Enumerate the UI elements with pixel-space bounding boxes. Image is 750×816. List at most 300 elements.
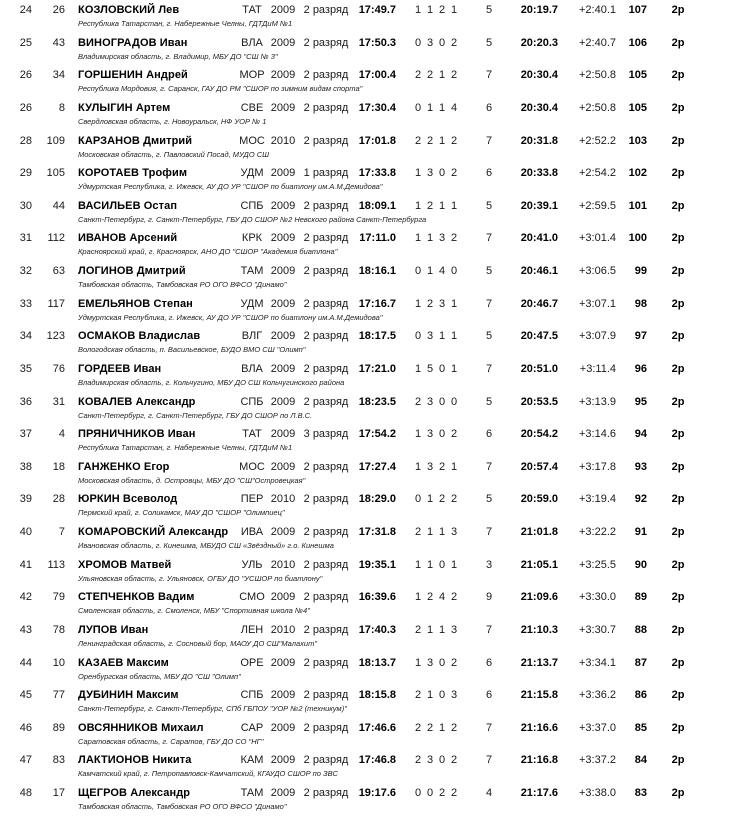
athlete-name: ИВАНОВ Арсений (78, 232, 178, 245)
shooting-bout-3: 0 (438, 558, 446, 571)
shooting-results (400, 297, 474, 311)
final-time: 21:15.8 (520, 689, 558, 702)
final-time: 21:17.6 (520, 787, 558, 799)
sport-category: 2 разряд (303, 232, 349, 245)
place-number: 39 (19, 493, 32, 506)
shooting-bout-3: 2 (438, 493, 446, 506)
birth-year: 2009 (270, 101, 296, 114)
result-row (0, 783, 750, 816)
shooting-results (400, 460, 474, 474)
shooting-bout-3: 4 (438, 265, 446, 277)
time-behind: +2:50.8 (578, 69, 616, 82)
sport-category: 2 разряд (303, 689, 349, 702)
shooting-results (400, 623, 474, 637)
penalty-total: 4 (485, 787, 493, 799)
shooting-results (400, 525, 474, 539)
shooting-bout-1: 2 (414, 721, 422, 734)
shooting-results (400, 786, 474, 800)
place-number: 38 (19, 460, 32, 473)
fulfilled-rank: 2р (671, 754, 685, 767)
team-info: Ульяновская область, г. Ульяновск, ОГБУ ДО "УСШОР по биатлону" (78, 573, 323, 583)
birth-year: 2009 (270, 721, 296, 734)
region-code: УЛЬ (241, 558, 263, 571)
final-time: 20:53.5 (520, 395, 558, 408)
bib-number: 34 (52, 69, 65, 82)
shooting-bout-4: 2 (450, 167, 458, 180)
shooting-bout-1: 1 (414, 558, 422, 571)
team-info: Вологодская область, п. Васильевское, БУДО ВМО СШ "Олимп" (78, 345, 306, 355)
sport-category: 2 разряд (303, 460, 349, 473)
birth-year: 2009 (270, 656, 296, 669)
time-behind: +3:22.2 (578, 526, 616, 538)
fulfilled-rank: 2р (671, 787, 685, 799)
shooting-bout-1: 1 (414, 428, 422, 441)
ski-time: 17:31.8 (358, 526, 396, 538)
birth-year: 2009 (270, 232, 296, 245)
shooting-bout-4: 2 (450, 232, 458, 245)
bib-number: 10 (52, 656, 65, 669)
team-info: Удмуртская Республика, г. Ижевск, АУ ДО УР "СШОР по биатлону им.А.М.Демидова" (78, 182, 383, 192)
ski-time: 17:50.3 (358, 36, 396, 49)
team-info: Свердловская область, г. Новоуральск, НФ УОР № 1 (78, 116, 267, 126)
points: 97 (634, 330, 647, 343)
result-main-line (0, 427, 750, 441)
ski-time: 18:13.7 (358, 656, 396, 669)
birth-year: 2009 (270, 330, 296, 343)
points: 86 (634, 689, 647, 702)
shooting-bout-3: 1 (438, 721, 446, 734)
shooting-bout-2: 1 (426, 101, 434, 114)
final-time: 20:51.0 (520, 362, 558, 375)
shooting-bout-2: 2 (426, 591, 434, 604)
result-main-line (0, 590, 750, 604)
sport-category: 2 разряд (303, 101, 349, 114)
place-number: 30 (19, 199, 32, 212)
bib-number: 117 (47, 297, 65, 310)
fulfilled-rank: 2р (671, 134, 685, 147)
penalty-total: 7 (485, 460, 493, 473)
points: 93 (634, 460, 647, 473)
final-time: 20:54.2 (520, 428, 558, 441)
penalty-total: 6 (485, 689, 493, 702)
ski-time: 18:09.1 (358, 199, 396, 212)
place-number: 41 (19, 558, 32, 571)
result-main-line (0, 656, 750, 670)
result-row (0, 718, 750, 751)
shooting-bout-1: 2 (414, 134, 422, 147)
place-number: 40 (19, 526, 32, 538)
sport-category: 2 разряд (303, 69, 349, 82)
shooting-bout-4: 2 (450, 591, 458, 604)
time-behind: +3:37.2 (578, 754, 616, 767)
penalty-total: 7 (485, 69, 493, 82)
result-row (0, 587, 750, 620)
shooting-bout-1: 2 (414, 69, 422, 82)
ski-time: 19:35.1 (358, 558, 396, 571)
region-code: СВЕ (240, 101, 264, 114)
result-main-line (0, 460, 750, 474)
time-behind: +3:17.8 (578, 460, 616, 473)
points: 94 (634, 428, 647, 441)
team-info: Тамбовская область, Тамбовская РО ОГО ВФСО "Динамо" (78, 802, 287, 811)
region-code: ИВА (240, 526, 264, 538)
shooting-bout-1: 1 (414, 591, 422, 604)
sport-category: 2 разряд (303, 199, 349, 212)
place-number: 28 (19, 134, 32, 147)
shooting-bout-1: 0 (414, 787, 422, 799)
penalty-total: 7 (485, 362, 493, 375)
result-row (0, 228, 750, 261)
shooting-bout-2: 2 (426, 134, 434, 147)
ski-time: 18:17.5 (358, 330, 396, 343)
result-main-line (0, 68, 750, 82)
result-row (0, 33, 750, 66)
shooting-bout-2: 3 (426, 395, 434, 408)
fulfilled-rank: 2р (671, 36, 685, 49)
result-row (0, 522, 750, 555)
points: 96 (634, 362, 647, 375)
athlete-name: ПРЯНИЧНИКОВ Иван (78, 428, 196, 441)
shooting-bout-4: 1 (450, 330, 458, 343)
fulfilled-rank: 2р (671, 101, 685, 114)
result-main-line (0, 36, 750, 50)
shooting-bout-2: 1 (426, 558, 434, 571)
birth-year: 2010 (270, 134, 296, 147)
points: 83 (634, 787, 647, 799)
penalty-total: 5 (485, 265, 493, 277)
athlete-name: КОВАЛЕВ Александр (78, 395, 196, 408)
team-info: Санкт-Петербург, г. Санкт-Петербург, СПб ГБПОУ "УОР №2 (техникум)" (78, 704, 347, 714)
final-time: 20:33.8 (520, 167, 558, 180)
points: 102 (628, 167, 647, 180)
result-row (0, 98, 750, 131)
fulfilled-rank: 2р (671, 167, 685, 180)
team-info: Республика Татарстан, г. Набережные Челны, ГДТДиМ №1 (78, 19, 293, 28)
shooting-results (400, 753, 474, 767)
shooting-bout-4: 2 (450, 134, 458, 147)
shooting-results (400, 199, 474, 213)
shooting-bout-2: 5 (426, 362, 434, 375)
place-number: 36 (19, 395, 32, 408)
fulfilled-rank: 2р (671, 199, 685, 212)
birth-year: 2009 (270, 36, 296, 49)
shooting-results (400, 721, 474, 735)
bib-number: 4 (58, 428, 65, 441)
shooting-bout-1: 1 (414, 656, 422, 669)
fulfilled-rank: 2р (671, 428, 685, 441)
sport-category: 2 разряд (303, 362, 349, 375)
time-behind: +3:30.0 (578, 591, 616, 604)
result-main-line (0, 558, 750, 572)
ski-time: 17:46.6 (358, 721, 396, 734)
team-info: Ивановская область, г. Кинешма, МБУДО СШ «Звёздный» г.о. Кинешма (78, 541, 334, 550)
penalty-total: 9 (485, 591, 493, 604)
bib-number: 8 (58, 101, 65, 114)
points: 95 (634, 395, 647, 408)
athlete-name: СТЕПЧЕНКОВ Вадим (78, 591, 195, 604)
athlete-name: ГАНЖЕНКО Егор (78, 460, 170, 473)
shooting-bout-2: 2 (426, 69, 434, 82)
shooting-bout-4: 0 (450, 265, 458, 277)
ski-time: 17:16.7 (358, 297, 396, 310)
shooting-bout-4: 2 (450, 493, 458, 506)
penalty-total: 5 (485, 493, 493, 506)
points: 98 (634, 297, 647, 310)
shooting-results (400, 264, 474, 278)
result-row (0, 424, 750, 457)
penalty-total: 5 (485, 4, 493, 16)
bib-number: 28 (52, 493, 65, 506)
penalty-total: 7 (485, 232, 493, 245)
shooting-bout-2: 1 (426, 623, 434, 636)
result-row (0, 489, 750, 522)
final-time: 21:10.3 (520, 623, 558, 636)
shooting-bout-3: 3 (438, 232, 446, 245)
shooting-bout-3: 1 (438, 526, 446, 538)
result-main-line (0, 329, 750, 343)
time-behind: +3:07.1 (578, 297, 616, 310)
shooting-bout-4: 2 (450, 36, 458, 49)
shooting-bout-3: 2 (438, 4, 446, 16)
shooting-bout-1: 2 (414, 754, 422, 767)
shooting-results (400, 688, 474, 702)
sport-category: 2 разряд (303, 787, 349, 799)
shooting-results (400, 166, 474, 180)
ski-time: 17:11.0 (359, 232, 396, 245)
shooting-bout-1: 1 (414, 4, 422, 16)
ski-time: 17:49.7 (358, 4, 396, 16)
shooting-bout-2: 1 (426, 265, 434, 277)
athlete-name: КАЗАЕВ Максим (78, 656, 169, 669)
region-code: ТАМ (240, 787, 264, 799)
shooting-bout-1: 2 (414, 623, 422, 636)
result-row (0, 196, 750, 229)
team-info: Смоленская область, г. Смоленск, МБУ "Спортивная школа №4" (78, 606, 310, 616)
shooting-bout-3: 3 (438, 297, 446, 310)
athlete-name: КОРОТАЕВ Трофим (78, 167, 188, 180)
shooting-bout-2: 1 (426, 526, 434, 538)
time-behind: +3:19.4 (578, 493, 616, 506)
shooting-bout-4: 2 (450, 754, 458, 767)
result-main-line (0, 264, 750, 278)
place-number: 31 (19, 232, 32, 245)
penalty-total: 5 (485, 199, 493, 212)
place-number: 26 (19, 69, 32, 82)
final-time: 21:01.8 (520, 526, 558, 538)
bib-number: 112 (47, 232, 65, 245)
shooting-bout-2: 1 (426, 689, 434, 702)
result-main-line (0, 3, 750, 17)
team-info: Владимирская область, г. Владимир, МБУ ДО "СШ № 3" (78, 51, 278, 61)
team-info: Московская область, д. Островцы, МБУ ДО "СШ"Островецкая" (78, 475, 306, 485)
shooting-bout-2: 3 (426, 167, 434, 180)
time-behind: +3:30.7 (578, 623, 616, 636)
athlete-name: ДУБИНИН Максим (78, 689, 179, 702)
shooting-results (400, 427, 474, 441)
points: 88 (634, 623, 647, 636)
shooting-bout-1: 0 (414, 493, 422, 506)
bib-number: 76 (52, 362, 65, 375)
points: 99 (634, 265, 647, 277)
bib-number: 63 (52, 265, 65, 277)
shooting-bout-3: 1 (438, 134, 446, 147)
fulfilled-rank: 2р (671, 265, 685, 277)
fulfilled-rank: 2р (671, 362, 685, 375)
birth-year: 2009 (270, 787, 296, 799)
sport-category: 2 разряд (303, 721, 349, 734)
sport-category: 2 разряд (303, 558, 349, 571)
shooting-bout-3: 4 (438, 591, 446, 604)
final-time: 21:16.8 (520, 754, 558, 767)
region-code: СМО (239, 591, 265, 604)
penalty-total: 5 (485, 36, 493, 49)
time-behind: +3:25.5 (578, 558, 616, 571)
team-info: Камчатский край, г. Петропавловск-Камчатский, КГАУДО СШОР по ЗВС (78, 769, 338, 779)
place-number: 43 (19, 623, 32, 636)
place-number: 26 (19, 101, 32, 114)
sport-category: 2 разряд (303, 4, 349, 16)
result-row (0, 261, 750, 294)
result-row (0, 131, 750, 164)
points: 101 (628, 199, 647, 212)
points: 103 (628, 134, 647, 147)
time-behind: +2:52.2 (578, 134, 616, 147)
shooting-bout-4: 1 (450, 4, 458, 16)
team-info: Ленинградская область, г. Сосновый бор, МАОУ ДО СШ"Малахит" (78, 638, 318, 648)
shooting-bout-1: 2 (414, 526, 422, 538)
time-behind: +2:59.5 (578, 199, 616, 212)
points: 84 (634, 754, 647, 767)
result-row (0, 750, 750, 783)
time-behind: +3:01.4 (578, 232, 616, 245)
shooting-bout-1: 1 (414, 362, 422, 375)
birth-year: 2009 (270, 754, 296, 767)
final-time: 20:19.7 (520, 4, 558, 16)
shooting-bout-4: 2 (450, 69, 458, 82)
shooting-results (400, 590, 474, 604)
shooting-bout-1: 0 (414, 330, 422, 343)
region-code: ПЕР (240, 493, 264, 506)
region-code: СПБ (240, 689, 264, 702)
fulfilled-rank: 2р (671, 689, 685, 702)
shooting-bout-2: 2 (426, 199, 434, 212)
shooting-bout-1: 1 (414, 199, 422, 212)
region-code: ТАТ (242, 4, 262, 16)
result-row (0, 555, 750, 588)
shooting-bout-3: 0 (438, 689, 446, 702)
shooting-bout-4: 3 (450, 689, 458, 702)
shooting-bout-4: 2 (450, 656, 458, 669)
shooting-results (400, 656, 474, 670)
sport-category: 2 разряд (303, 526, 349, 538)
team-info: Республика Татарстан, г. Набережные Челны, ГДТДиМ №1 (78, 443, 293, 453)
birth-year: 2009 (270, 362, 296, 375)
birth-year: 2009 (270, 526, 296, 538)
bib-number: 77 (52, 689, 65, 702)
result-row (0, 457, 750, 490)
athlete-name: КОМАРОВСКИЙ Александр (78, 526, 229, 538)
ski-time: 18:29.0 (358, 493, 396, 506)
result-main-line (0, 166, 750, 180)
ski-time: 17:21.0 (358, 362, 396, 375)
ski-time: 18:15.8 (358, 689, 396, 702)
athlete-name: КОЗЛОВСКИЙ Лев (78, 4, 180, 16)
birth-year: 2009 (270, 395, 296, 408)
result-main-line (0, 525, 750, 539)
final-time: 20:39.1 (520, 199, 558, 212)
team-info: Владимирская область, г. Кольчугино, МБУ ДО СШ Кольчугинского района (78, 377, 345, 387)
place-number: 29 (19, 167, 32, 180)
penalty-total: 7 (485, 526, 493, 538)
points: 100 (628, 232, 647, 245)
sport-category: 2 разряд (303, 36, 349, 49)
athlete-name: ЛАКТИОНОВ Никита (78, 754, 192, 767)
points: 92 (634, 493, 647, 506)
final-time: 20:30.4 (520, 101, 558, 114)
shooting-bout-3: 0 (438, 656, 446, 669)
final-time: 21:05.1 (520, 558, 558, 571)
time-behind: +2:50.8 (578, 101, 616, 114)
shooting-bout-3: 1 (438, 623, 446, 636)
athlete-name: КАРЗАНОВ Дмитрий (78, 134, 193, 147)
bib-number: 83 (52, 754, 65, 767)
athlete-name: ЮРКИН Всеволод (78, 493, 178, 506)
result-main-line (0, 688, 750, 702)
points: 106 (628, 36, 647, 49)
shooting-bout-4: 1 (450, 199, 458, 212)
fulfilled-rank: 2р (671, 232, 685, 245)
shooting-bout-2: 3 (426, 460, 434, 473)
result-main-line (0, 199, 750, 213)
birth-year: 2009 (270, 4, 296, 16)
shooting-bout-3: 2 (438, 787, 446, 799)
shooting-bout-2: 2 (426, 297, 434, 310)
fulfilled-rank: 2р (671, 623, 685, 636)
sport-category: 2 разряд (303, 395, 349, 408)
fulfilled-rank: 2р (671, 558, 685, 571)
final-time: 20:30.4 (520, 69, 558, 82)
bib-number: 105 (46, 167, 65, 180)
shooting-bout-1: 0 (414, 265, 422, 277)
region-code: КРК (241, 232, 263, 245)
athlete-name: ЛУПОВ Иван (78, 623, 149, 636)
region-code: ВЛГ (241, 330, 263, 343)
fulfilled-rank: 2р (671, 297, 685, 310)
fulfilled-rank: 2р (671, 460, 685, 473)
shooting-bout-2: 3 (426, 330, 434, 343)
shooting-bout-2: 1 (426, 4, 434, 16)
result-row (0, 359, 750, 392)
sport-category: 2 разряд (303, 623, 349, 636)
ski-time: 17:01.8 (358, 134, 396, 147)
fulfilled-rank: 2р (671, 493, 685, 506)
result-main-line (0, 134, 750, 148)
shooting-bout-1: 0 (414, 101, 422, 114)
result-main-line (0, 492, 750, 506)
shooting-bout-4: 1 (450, 460, 458, 473)
place-number: 42 (19, 591, 32, 604)
penalty-total: 6 (485, 656, 493, 669)
fulfilled-rank: 2р (671, 4, 685, 16)
final-time: 20:41.0 (520, 232, 558, 245)
shooting-bout-2: 3 (426, 36, 434, 49)
penalty-total: 6 (485, 428, 493, 441)
athlete-name: ВАСИЛЬЕВ Остап (78, 199, 178, 212)
shooting-bout-2: 3 (426, 428, 434, 441)
shooting-bout-1: 1 (414, 167, 422, 180)
final-time: 20:46.1 (520, 265, 558, 277)
place-number: 48 (19, 787, 32, 799)
